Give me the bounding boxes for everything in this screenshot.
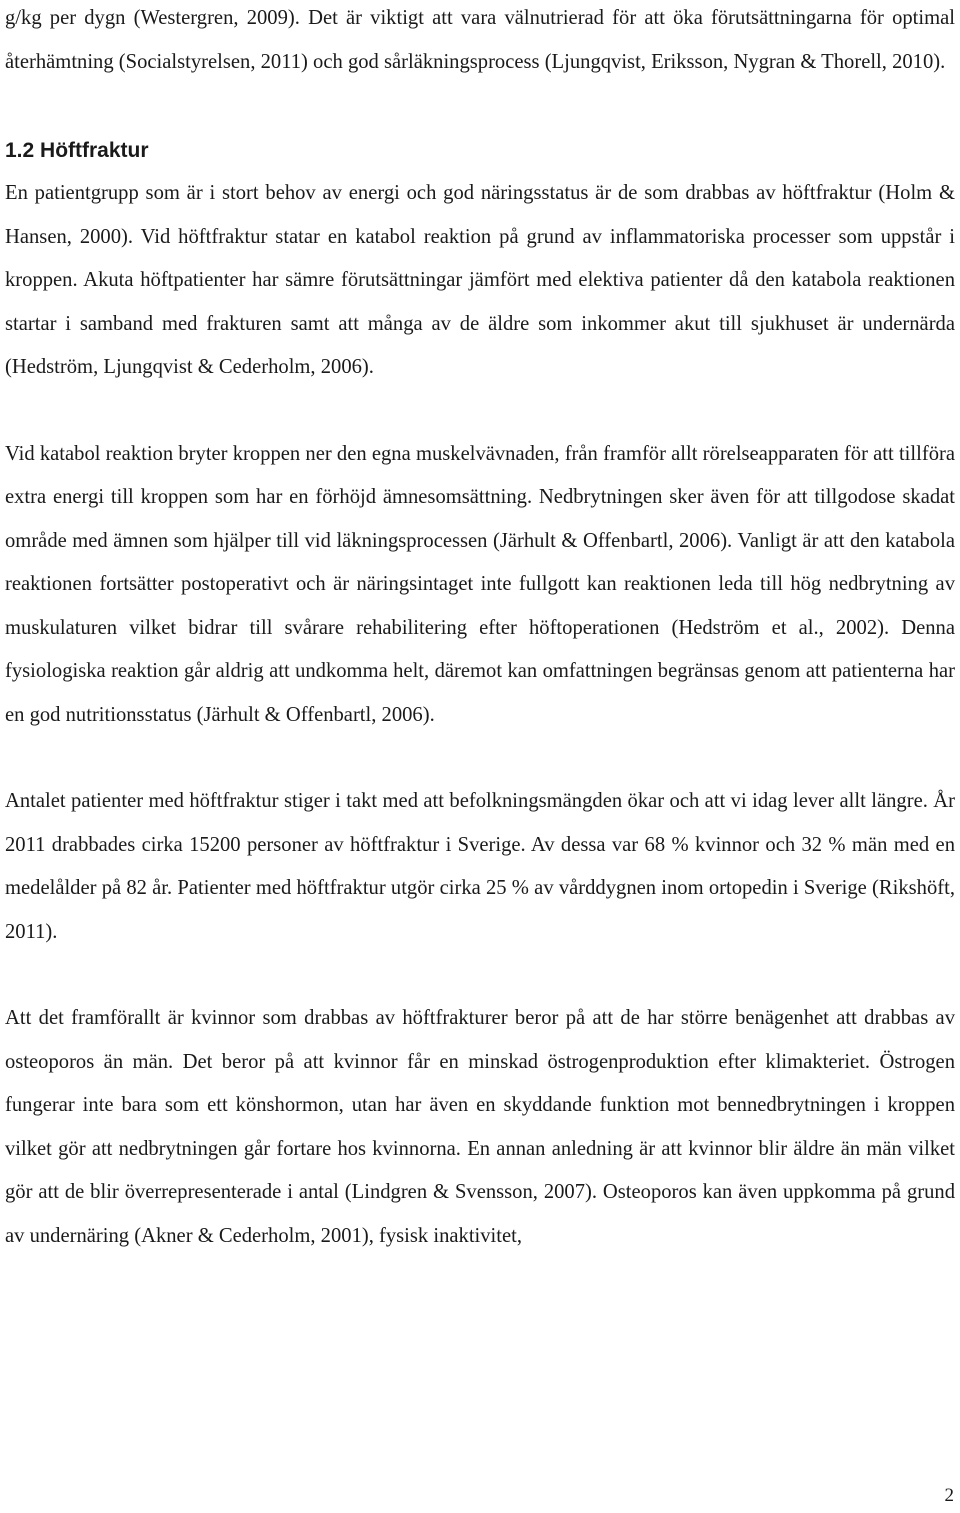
section-heading: 1.2 Höftfraktur <box>5 139 149 162</box>
page-number: 2 <box>944 1485 954 1506</box>
body-paragraph-2: Vid katabol reaktion bryter kroppen ner den egna muskelvävnaden, från framför allt rörelseapparaten för att tillföra extra energi till kroppen som har en förhöjd ämnesomsättning. Nedbrytningen sker även för att tillgodose skadat område med ämnen som hjälper till vid läkningsprocessen (Järhult & Offenbartl, 2006). Vanligt är att den katabola reaktionen fortsätter postoperativt och är näringsintaget inte fullgott kan reaktionen leda till hög nedbrytning av muskulaturen vilket bidrar till svårare rehabilitering efter höftoperationen (Hedström et al., 2002). Denna fysiologiska reaktion går aldrig att undkomma helt, däremot kan omfattningen begränsas genom att patienterna har en god nutritionsstatus (Järhult & Offenbartl, 2006). <box>5 442 955 726</box>
document-page <box>5 0 955 1258</box>
body-paragraph-3: Antalet patienter med höftfraktur stiger i takt med att befolkningsmängden ökar och att vi idag lever allt längre. År 2011 drabbades cirka 15200 personer av höftfraktur i Sverige. Av dessa var 68 % kvinnor och 32 % män med en medelålder på 82 år. Patienter med höftfraktur utgör cirka 25 % av vårddygnen inom ortopedin i Sverige (Rikshöft, 2011). <box>5 790 955 943</box>
body-paragraph-1: En patientgrupp som är i stort behov av energi och god näringsstatus är de som drabbas av höftfraktur (Holm & Hansen, 2000). Vid höftfraktur statar en katabol reaktion på grund av inflammatoriska processer som uppstår i kroppen. Akuta höftpatienter har sämre förutsättningar jämfört med elektiva patienter då den katabola reaktionen startar i samband med frakturen samt att många av de äldre som inkommer akut till sjukhuset är undernärda (Hedström, Ljungqvist & Cederholm, 2006). <box>5 182 955 378</box>
opening-paragraph: g/kg per dygn (Westergren, 2009). Det är viktigt att vara välnutrierad för att öka förutsättningarna för optimal återhämtning (Socialstyrelsen, 2011) och god sårläkningsprocess (Ljungqvist, Eriksson, Nygran & Thorell, 2010). <box>5 7 955 73</box>
body-paragraph-4: Att det framförallt är kvinnor som drabbas av höftfrakturer beror på att de har större benägenhet att drabbas av osteoporos än män. Det beror på att kvinnor får en minskad östrogenproduktion efter klimakteriet. Östrogen fungerar inte bara som ett könshormon, utan har även en skyddande funktion mot bennedbrytningen i kroppen vilket gör att nedbrytningen går fortare hos kvinnorna. En annan anledning är att kvinnor blir äldre än män vilket gör att de blir överrepresenterade i antal (Lindgren & Svensson, 2007). Osteoporos kan även uppkomma på grund av undernäring (Akner & Cederholm, 2001), fysisk inaktivitet, <box>5 1007 955 1247</box>
